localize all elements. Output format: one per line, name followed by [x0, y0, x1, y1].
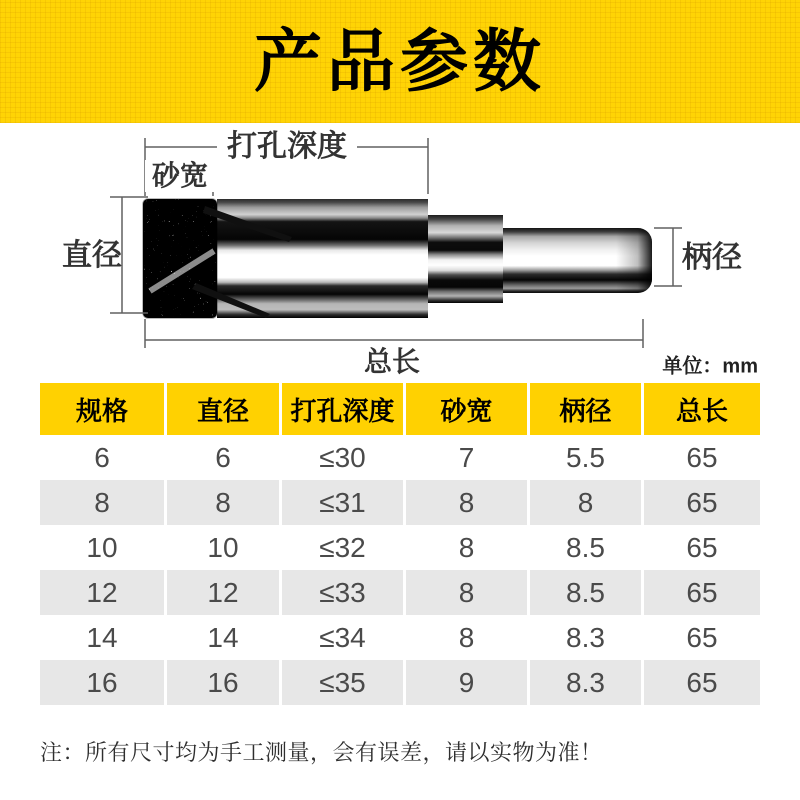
label-diameter: 直径: [62, 239, 122, 272]
table-cell: 65: [641, 480, 760, 525]
table-cell: 14: [164, 615, 279, 660]
table-cell: ≤33: [279, 570, 403, 615]
table-cell: ≤34: [279, 615, 403, 660]
table-cell: 65: [641, 660, 760, 705]
table-cell: 65: [641, 435, 760, 480]
table-cell: 65: [641, 570, 760, 615]
table-cell: 8.3: [527, 615, 641, 660]
table-row: [40, 525, 760, 570]
measurement-note: 注：所有尺寸均为手工测量，会有误差，请以实物为准！: [40, 740, 603, 765]
label-shank-diameter: 柄径: [682, 241, 742, 274]
table-row: [40, 435, 760, 480]
grit-section: [143, 199, 217, 318]
table-cell: 6: [40, 435, 164, 480]
table-cell: 5.5: [527, 435, 641, 480]
drill-body: [217, 199, 428, 318]
table-cell: 8: [40, 480, 164, 525]
page-title: 产品参数: [253, 23, 546, 100]
table-cell: 7: [403, 435, 527, 480]
unit-label: 单位：mm: [662, 355, 758, 378]
table-cell: 10: [40, 525, 164, 570]
table-cell: 8.5: [527, 570, 641, 615]
column-header-spec: 规格: [40, 383, 164, 435]
column-header-shank: 柄径: [527, 383, 641, 435]
column-header-grit-width: 砂宽: [403, 383, 527, 435]
table-row: [40, 480, 760, 525]
table-cell: 8: [403, 480, 527, 525]
table-cell: 12: [40, 570, 164, 615]
column-header-drill-depth: 打孔深度: [279, 383, 403, 435]
drill-bit-diagram: [0, 123, 800, 383]
spec-table: [40, 383, 760, 705]
label-drill-depth: 打孔深度: [217, 130, 357, 164]
table-cell: 65: [641, 615, 760, 660]
drill-collar: [428, 215, 503, 303]
table-row: [40, 615, 760, 660]
table-row: [40, 660, 760, 705]
table-cell: 8: [527, 480, 641, 525]
table-cell: 65: [641, 525, 760, 570]
table-cell: ≤31: [279, 480, 403, 525]
table-cell: ≤32: [279, 525, 403, 570]
table-row: [40, 570, 760, 615]
table-cell: 16: [164, 660, 279, 705]
column-header-diameter: 直径: [164, 383, 279, 435]
table-cell: ≤30: [279, 435, 403, 480]
shank-end-cap: [616, 228, 652, 293]
label-grit-width: 砂宽: [145, 160, 215, 192]
table-cell: 14: [40, 615, 164, 660]
product-params-banner: [0, 0, 800, 123]
table-cell: 8: [403, 570, 527, 615]
table-cell: 9: [403, 660, 527, 705]
table-cell: 8.3: [527, 660, 641, 705]
table-cell: 8: [403, 615, 527, 660]
column-header-total: 总长: [641, 383, 760, 435]
table-header-row: [40, 383, 760, 435]
table-cell: 10: [164, 525, 279, 570]
table-cell: 8: [403, 525, 527, 570]
table-cell: 16: [40, 660, 164, 705]
label-total-length: 总长: [363, 346, 421, 377]
table-cell: ≤35: [279, 660, 403, 705]
table-cell: 12: [164, 570, 279, 615]
table-cell: 8.5: [527, 525, 641, 570]
table-cell: 8: [164, 480, 279, 525]
table-cell: 6: [164, 435, 279, 480]
